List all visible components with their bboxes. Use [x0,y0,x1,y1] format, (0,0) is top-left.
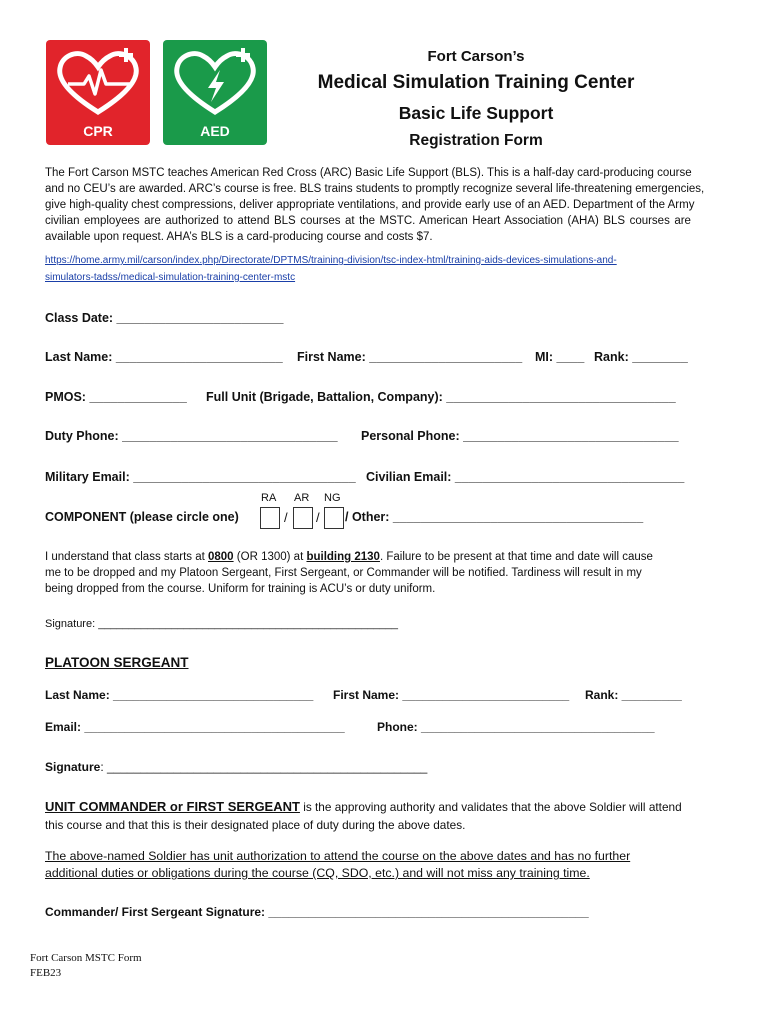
psg-signature-label: Signature [45,760,101,774]
page-title: Medical Simulation Training Center [317,72,635,93]
psg-email-field[interactable]: Email: _______________________________________ [45,720,345,734]
psg-rank-field[interactable]: Rank: _________ [585,688,682,702]
commander-text: is the approving authority and validates that the above Soldier will attend [299,800,682,814]
component-label: COMPONENT (please circle one) [45,510,239,524]
military-email-field[interactable]: Military Email: ________________________________ [45,470,356,484]
commander-signature-field[interactable]: Commander/ First Sergeant Signature: ________________________________________________ [45,905,589,919]
aed-logo [163,40,267,145]
component-option-ar-label: AR [294,492,310,504]
intro-line-3: give high-quality chest compressions, deliver appropriate ventilations, and provide early use of an AED. Department of the Army [45,199,695,211]
commander-heading: UNIT COMMANDER or FIRST SERGEANT [45,799,300,814]
class-date-field[interactable]: Class Date: ________________________ [45,311,284,325]
student-signature-field[interactable]: Signature: _________________________________________________ [45,618,398,630]
acknowledgement-line-3: being dropped from the course. Uniform for training is ACU’s or duty uniform. [45,583,436,595]
start-time: 0800 [208,551,234,563]
form-name: Registration Form [409,132,543,149]
personal-phone-field[interactable]: Personal Phone: _______________________________ [361,429,679,443]
component-ra-checkbox[interactable] [260,507,280,529]
first-name-field[interactable]: First Name: ______________________ [297,350,523,364]
aed-label: AED [200,123,230,139]
page-subtitle: Basic Life Support [398,103,554,123]
commander-line-1 [45,799,682,815]
mstc-link-line-1[interactable]: https://home.army.mil/carson/index.php/Directorate/DPTMS/training-division/tsc-index-html/training-aids-devices-simulations-and- [45,255,617,266]
psg-first-name-field[interactable]: First Name: _________________________ [333,688,570,702]
cpr-label: CPR [83,123,113,139]
intro-line-1: The Fort Carson MSTC teaches American Red Cross (ARC) Basic Life Support (BLS). This is a half-day card-producing course [45,167,692,179]
civilian-email-field[interactable]: Civilian Email: _________________________________ [366,470,685,484]
psg-signature-field[interactable] [45,760,427,774]
platoon-sergeant-heading: PLATOON SERGEANT [45,655,189,670]
heart-lightning-icon [163,40,267,120]
psg-signature-line: : ________________________________________________ [100,760,428,774]
commander-line-2: this course and that this is their designated place of duty during the above dates. [45,818,466,832]
mstc-link-line-2[interactable]: simulators-tadss/medical-simulation-training-center-mstc [45,272,296,283]
org-name: Fort Carson’s [427,48,525,65]
duty-phone-field[interactable]: Duty Phone: _______________________________ [45,429,338,443]
ack-text: (OR 1300) at [233,551,307,563]
slash-divider: / [316,510,320,525]
ack-text: . Failure to be present at that time and date will cause [379,551,653,563]
component-option-ng-label: NG [324,492,341,504]
authorization-line-1: The above-named Soldier has unit authorization to attend the course on the above dates and has no further [45,849,631,863]
ack-text: I understand that class starts at [45,551,208,563]
last-name-field[interactable]: Last Name: ________________________ [45,350,283,364]
component-ar-checkbox[interactable] [293,507,313,529]
psg-phone-field[interactable]: Phone: ___________________________________ [377,720,655,734]
acknowledgement-line-2: me to be dropped and my Platoon Sergeant, First Sergeant, or Commander will be notified. Tardiness will result in my [45,567,642,579]
component-option-ra-label: RA [261,492,277,504]
acknowledgement-line-1 [45,549,653,565]
full-unit-field[interactable]: Full Unit (Brigade, Battalion, Company): _________________________________ [206,390,676,404]
heart-heartbeat-icon [46,40,150,120]
rank-field[interactable]: Rank: ________ [594,350,688,364]
cpr-logo [46,40,150,145]
component-ng-checkbox[interactable] [324,507,344,529]
component-other-field[interactable]: / Other: ____________________________________ [345,510,644,524]
intro-line-2: and no CEU’s are awarded. ARC’s course is free. BLS trains students to promptly recognize several life-threatening emergencies, [45,183,705,195]
footer-form-name: Fort Carson MSTC Form [30,952,142,964]
slash-divider: / [284,510,288,525]
intro-line-4: civilian employees are authorized to attend BLS courses at the MSTC. American Heart Association (AHA) BLS courses are [45,215,691,227]
psg-last-name-field[interactable]: Last Name: ______________________________ [45,688,314,702]
pmos-field[interactable]: PMOS: ______________ [45,390,187,404]
intro-line-5: available upon request. AHA’s BLS is a card-producing course and costs $7. [45,231,433,243]
footer-date: FEB23 [30,967,62,979]
building-number: building 2130 [306,551,380,563]
authorization-line-2: additional duties or obligations during the course (CQ, SDO, etc.) and will not miss any training time. [45,866,590,880]
mi-field[interactable]: MI: ____ [535,350,585,364]
